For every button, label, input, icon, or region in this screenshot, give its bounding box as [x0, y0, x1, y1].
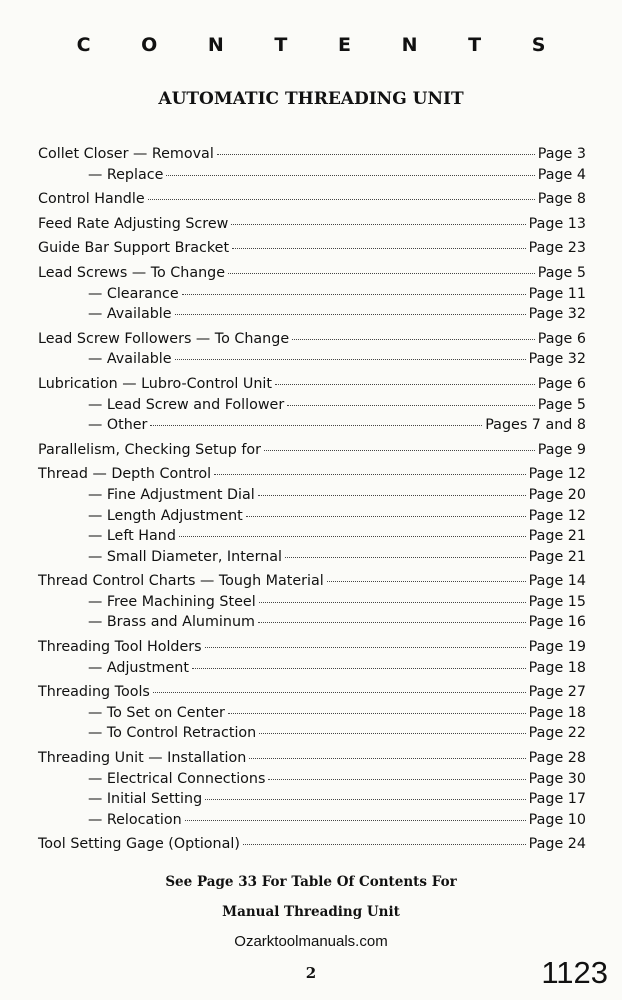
- toc-subentry: [38, 165, 586, 186]
- toc-entry-label: — Lead Screw and Follower: [88, 396, 285, 413]
- toc-entry-label: — Left Hand: [88, 528, 176, 545]
- toc-entry-label: — Available: [88, 351, 172, 368]
- toc-group: [38, 238, 586, 259]
- toc-subentry: [38, 284, 586, 305]
- toc-page-reference: Page 18: [528, 704, 586, 721]
- toc-page-reference: Page 11: [528, 285, 586, 302]
- dot-leader: [175, 314, 526, 315]
- dot-leader: [228, 273, 535, 274]
- toc-page-reference: Page 21: [528, 548, 586, 565]
- toc-subentry: [38, 658, 586, 679]
- toc-group: [38, 571, 586, 633]
- toc-page-reference: Page 5: [537, 264, 586, 281]
- toc-entry-label: Thread Control Charts — Tough Material: [38, 573, 324, 590]
- dot-leader: [205, 799, 526, 800]
- toc-group: [38, 214, 586, 235]
- toc-entry-label: Guide Bar Support Bracket: [38, 240, 230, 257]
- toc-page-reference: Page 3: [537, 146, 586, 162]
- dot-leader: [264, 450, 535, 451]
- toc-group: [38, 144, 586, 185]
- toc-page-reference: Page 15: [528, 593, 586, 610]
- toc-subentry: [38, 415, 586, 436]
- dot-leader: [259, 733, 525, 734]
- toc-group: [38, 263, 586, 325]
- toc-group: [38, 834, 586, 855]
- toc-page-reference: Page 5: [537, 396, 586, 413]
- contents-heading: C O N T E N T S: [76, 34, 568, 56]
- toc-entry: [38, 834, 586, 855]
- toc-page-reference: Page 21: [528, 528, 586, 545]
- dot-leader: [268, 779, 525, 780]
- toc-entry: [38, 571, 586, 592]
- toc-entry-label: — Available: [88, 306, 172, 323]
- toc-page-reference: Page 24: [528, 836, 586, 853]
- dot-leader: [275, 384, 535, 385]
- dot-leader: [148, 199, 535, 200]
- toc-subentry: [38, 349, 586, 370]
- toc-entry-label: Collet Closer — Removal: [38, 146, 214, 162]
- toc-entry-label: — Brass and Aluminum: [88, 614, 255, 631]
- website-watermark: Ozarktoolmanuals.com: [234, 933, 388, 950]
- toc-subentry: [38, 723, 586, 744]
- toc-entry-label: — Electrical Connections: [88, 770, 266, 787]
- toc-page-reference: Page 17: [528, 791, 586, 808]
- toc-entry: [38, 374, 586, 395]
- toc-group: [38, 329, 586, 370]
- toc-entry-label: — Clearance: [88, 285, 179, 302]
- toc-page-reference: Page 8: [537, 191, 586, 208]
- toc-page-reference: Page 12: [528, 507, 586, 524]
- toc-subentry: [38, 547, 586, 568]
- toc-page-reference: Page 32: [528, 351, 586, 368]
- toc-page-reference: Page 10: [528, 811, 586, 828]
- dot-leader: [258, 495, 526, 496]
- toc-page-reference: Page 16: [528, 614, 586, 631]
- dot-leader: [175, 359, 526, 360]
- toc-entry-label: — Adjustment: [88, 659, 189, 676]
- toc-page-reference: Page 18: [528, 659, 586, 676]
- toc-page-reference: Page 20: [528, 486, 586, 503]
- toc-entry-label: Threading Tool Holders: [38, 639, 202, 656]
- toc-group: [38, 189, 586, 210]
- dot-leader: [246, 516, 526, 517]
- toc-entry-label: Control Handle: [38, 191, 145, 208]
- toc-entry-label: Lead Screws — To Change: [38, 264, 226, 281]
- dot-leader: [285, 557, 526, 558]
- toc-entry-label: — Small Diameter, Internal: [88, 548, 283, 565]
- footer-note-line-1: See Page 33 For Table Of Contents For: [165, 874, 457, 890]
- toc-group: [38, 637, 586, 678]
- toc-entry-label: Parallelism, Checking Setup for: [38, 441, 261, 458]
- dot-leader: [287, 405, 535, 406]
- toc-page-reference: Page 30: [528, 770, 586, 787]
- toc-subentry: [38, 789, 586, 810]
- dot-leader: [217, 154, 535, 155]
- dot-leader: [249, 758, 525, 759]
- page-number: 2: [305, 964, 317, 982]
- toc-page-reference: Page 12: [528, 466, 586, 483]
- dot-leader: [232, 248, 526, 249]
- dot-leader: [214, 474, 525, 475]
- toc-subentry: [38, 810, 586, 831]
- toc-subentry: [38, 304, 586, 325]
- toc-entry: [38, 214, 586, 235]
- toc-subentry: [38, 526, 586, 547]
- toc-entry: [38, 464, 586, 485]
- toc-entry-label: Lubrication — Lubro-Control Unit: [38, 375, 273, 392]
- toc-entry: [38, 748, 586, 769]
- toc-entry: [38, 682, 586, 703]
- section-title: AUTOMATIC THREADING UNIT: [158, 89, 464, 109]
- toc-entry: [38, 329, 586, 350]
- dot-leader: [243, 844, 526, 845]
- dot-leader: [258, 622, 526, 623]
- toc-group: [38, 748, 586, 830]
- toc-page-reference: Page 22: [528, 725, 586, 742]
- toc-entry-label: — Length Adjustment: [88, 507, 243, 524]
- dot-leader: [259, 602, 526, 603]
- toc-entry-label: — Fine Adjustment Dial: [88, 486, 255, 503]
- table-of-contents: [38, 144, 586, 859]
- toc-group: [38, 440, 586, 461]
- dot-leader: [153, 692, 526, 693]
- toc-subentry: [38, 769, 586, 790]
- toc-page-reference: Page 19: [528, 639, 586, 656]
- dot-leader: [182, 294, 526, 295]
- toc-subentry: [38, 612, 586, 633]
- toc-group: [38, 464, 586, 567]
- toc-entry: [38, 144, 586, 165]
- toc-group: [38, 374, 586, 436]
- toc-entry-label: — Initial Setting: [88, 791, 203, 808]
- toc-entry-label: — Other: [88, 417, 148, 434]
- toc-subentry: [38, 592, 586, 613]
- dot-leader: [228, 713, 526, 714]
- dot-leader: [231, 224, 525, 225]
- toc-entry-label: Threading Unit — Installation: [38, 750, 247, 767]
- corner-code: 1123: [541, 955, 608, 990]
- toc-entry: [38, 238, 586, 259]
- dot-leader: [205, 647, 526, 648]
- dot-leader: [292, 339, 535, 340]
- toc-page-reference: Page 13: [528, 215, 586, 232]
- toc-page-reference: Page 32: [528, 306, 586, 323]
- toc-subentry: [38, 485, 586, 506]
- toc-entry-label: Lead Screw Followers — To Change: [38, 330, 290, 347]
- toc-entry: [38, 637, 586, 658]
- toc-entry-label: — Replace: [88, 166, 164, 183]
- toc-page-reference: Pages 7 and 8: [485, 417, 586, 434]
- toc-page-reference: Page 4: [537, 166, 586, 183]
- toc-entry: [38, 263, 586, 284]
- toc-entry-label: Threading Tools: [38, 684, 150, 701]
- dot-leader: [150, 425, 482, 426]
- toc-entry-label: — To Set on Center: [88, 704, 225, 721]
- toc-page-reference: Page 28: [528, 750, 586, 767]
- dot-leader: [166, 175, 534, 176]
- footer-note-line-2: Manual Threading Unit: [222, 904, 400, 920]
- toc-page-reference: Page 6: [537, 330, 586, 347]
- toc-entry-label: Feed Rate Adjusting Screw: [38, 215, 229, 232]
- dot-leader: [192, 668, 526, 669]
- toc-page-reference: Page 27: [528, 684, 586, 701]
- toc-subentry: [38, 395, 586, 416]
- toc-subentry: [38, 506, 586, 527]
- toc-page-reference: Page 23: [528, 240, 586, 257]
- toc-entry-label: — To Control Retraction: [88, 725, 257, 742]
- toc-entry-label: Thread — Depth Control: [38, 466, 212, 483]
- toc-page-reference: Page 6: [537, 375, 586, 392]
- toc-entry-label: — Free Machining Steel: [88, 593, 256, 610]
- dot-leader: [185, 820, 526, 821]
- toc-entry-label: — Relocation: [88, 811, 182, 828]
- dot-leader: [327, 581, 526, 582]
- toc-page-reference: Page 9: [537, 441, 586, 458]
- toc-group: [38, 682, 586, 744]
- toc-page-reference: Page 14: [528, 573, 586, 590]
- toc-subentry: [38, 703, 586, 724]
- toc-entry: [38, 189, 586, 210]
- dot-leader: [179, 536, 526, 537]
- toc-entry-label: Tool Setting Gage (Optional): [38, 836, 240, 853]
- toc-entry: [38, 440, 586, 461]
